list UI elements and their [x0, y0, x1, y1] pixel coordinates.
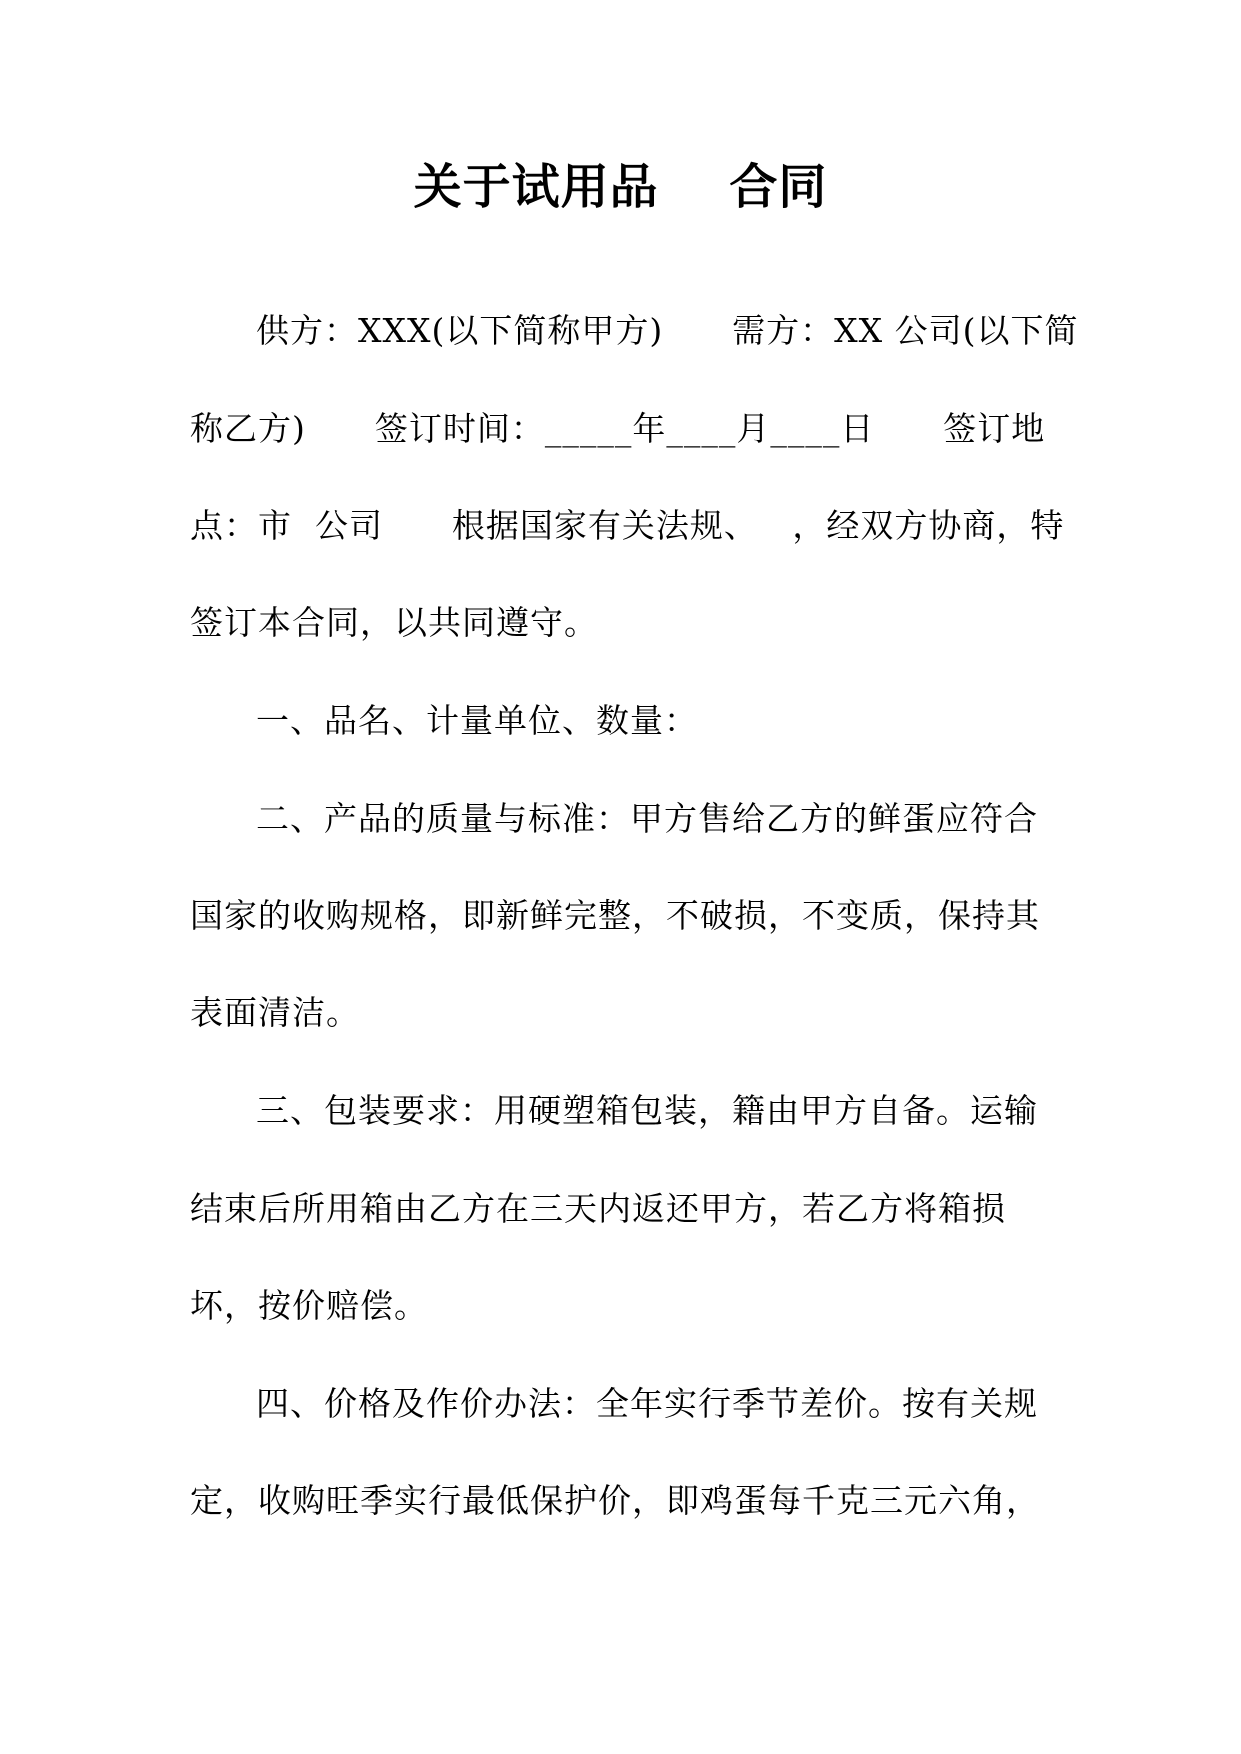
clause-3-line-3: 坏，按价赔偿。	[190, 1286, 428, 1325]
clause-4-line-2: 定，收购旺季实行最低保护价，即鸡蛋每千克三元六角，	[190, 1481, 1040, 1520]
parties-line-4: 签订本合同，以共同遵守。	[190, 603, 598, 642]
clause-4-line-1: 四、价格及作价办法：全年实行季节差价。按有关规	[256, 1384, 1038, 1423]
clause-3-line-2: 结束后所用箱由乙方在三天内返还甲方，若乙方将箱损	[190, 1189, 1006, 1228]
clause-1-heading: 一、品名、计量单位、数量：	[256, 701, 698, 740]
clause-2-line-1: 二、产品的质量与标准：甲方售给乙方的鲜蛋应符合	[256, 799, 1038, 838]
parties-line-1: 供方：XXX(以下简称甲方) 需方：XX 公司(以下简	[256, 311, 1079, 350]
parties-line-2: 称乙方) 签订时间：_____年____月____日 签订地	[190, 409, 1046, 448]
clause-2-line-3: 表面清洁。	[190, 993, 360, 1032]
document-title: 关于试用品 合同	[413, 159, 828, 215]
clause-2-line-2: 国家的收购规格，即新鲜完整，不破损，不变质，保持其	[190, 896, 1040, 935]
parties-line-3: 点：市 公司 根据国家有关法规、 ，经双方协商，特	[190, 506, 1065, 545]
clause-3-line-1: 三、包装要求：用硬塑箱包装，籍由甲方自备。运输	[256, 1091, 1038, 1130]
